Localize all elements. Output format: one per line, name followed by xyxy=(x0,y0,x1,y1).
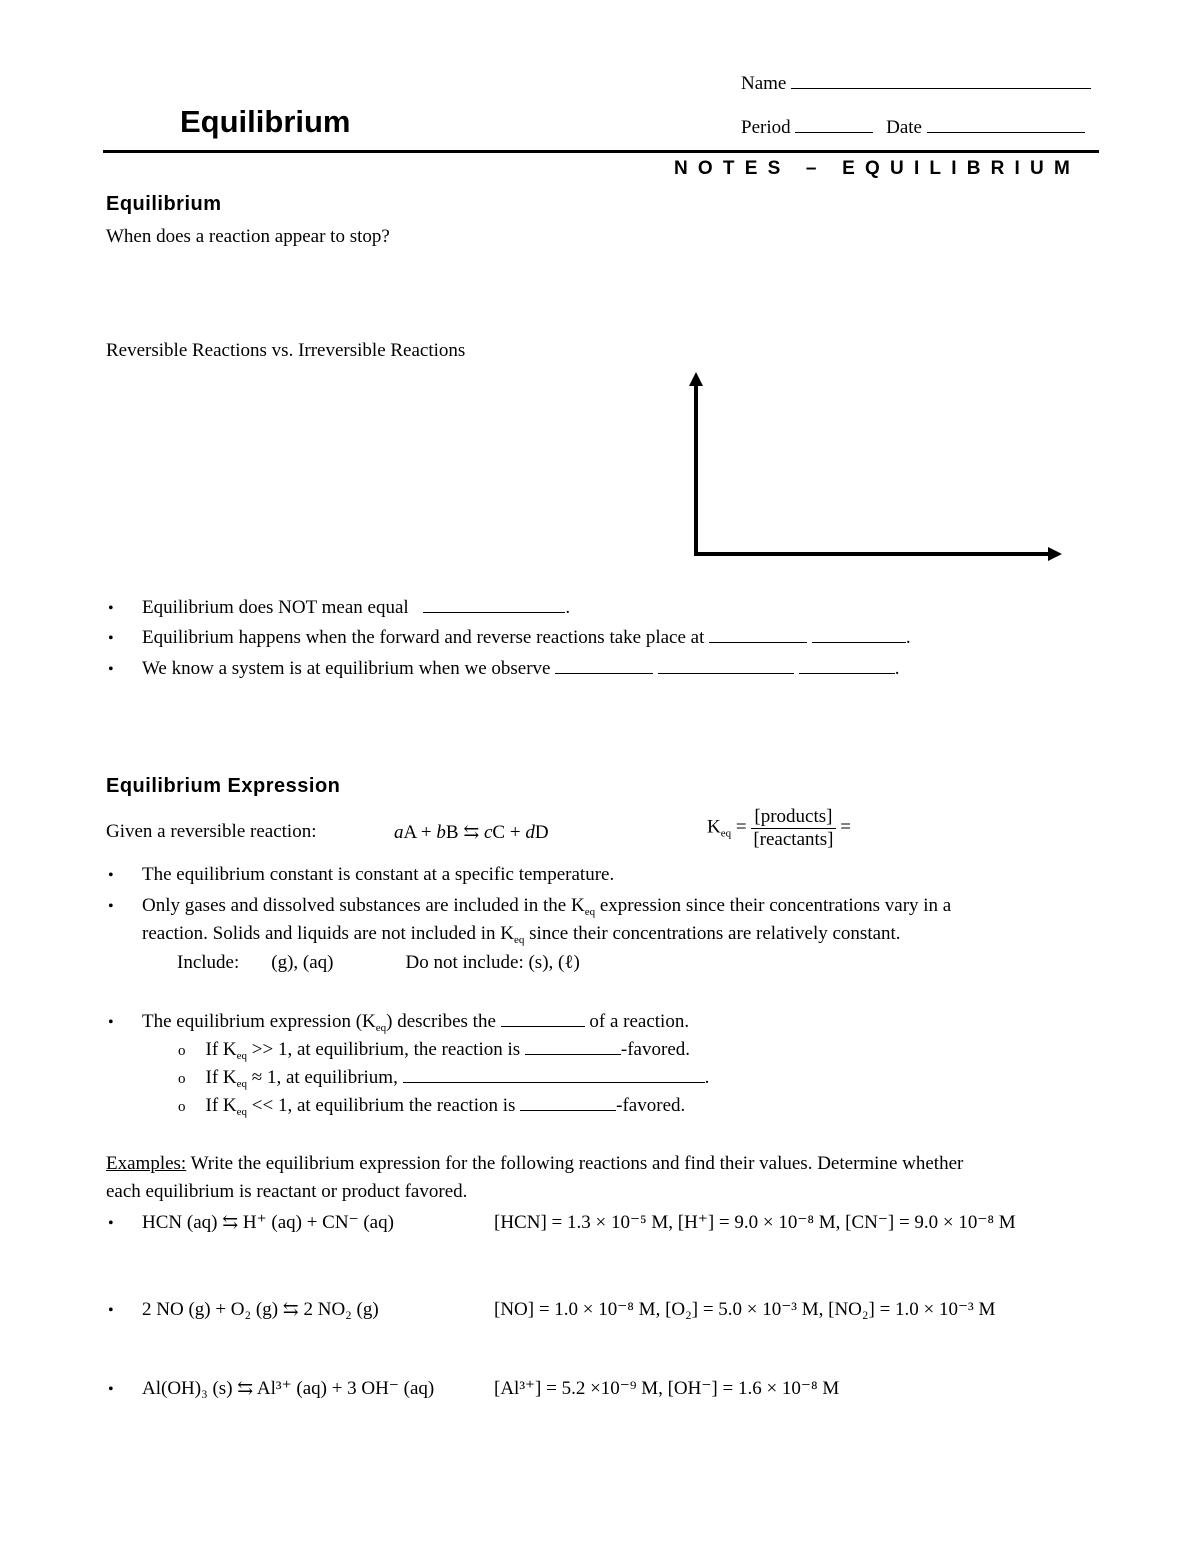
name-label: Name xyxy=(741,73,787,94)
example-item xyxy=(108,1377,434,1400)
list-item: • We know a system is at equilibrium when we observe . xyxy=(108,658,900,679)
example-item xyxy=(108,1211,394,1234)
answer-blank[interactable] xyxy=(658,659,794,674)
general-reaction: aA + bB ⇆ cC + dD xyxy=(394,822,549,843)
question-text: When does a reaction appear to stop? xyxy=(106,226,390,247)
blank-axes-icon xyxy=(680,368,1070,568)
list-item: • The equilibrium expression $(K_{eq})$ describes the of a reaction. xyxy=(108,1011,690,1034)
answer-blank[interactable] xyxy=(403,1068,705,1083)
header-rule xyxy=(103,150,1099,153)
period-blank[interactable] xyxy=(795,116,873,133)
example-item xyxy=(108,1298,379,1321)
example-reaction: Al(OH)₃ (s) ⇆ Al³⁺ (aq) + 3 OH⁻ (aq) xyxy=(142,1378,435,1399)
include-line: Include: (g), (aq) Do not include: (s), (ℓ) xyxy=(177,952,580,973)
bullet-icon: • xyxy=(108,1381,114,1398)
answer-blank[interactable] xyxy=(799,659,895,674)
list-item: • Only gases and dissolved substances are included in the $K_{eq}$ expression since their concentrations vary in a xyxy=(108,895,952,918)
examples-intro-line2: each equilibrium is reactant or product favored. xyxy=(106,1181,468,1202)
bullet-icon: • xyxy=(108,630,114,647)
example-reaction: HCN (aq) ⇆ H⁺ (aq) + CN⁻ (aq) xyxy=(142,1212,394,1233)
list-item: • The equilibrium constant is constant at a specific temperature. xyxy=(108,864,615,885)
example-values: [NO] = 1.0 × 10⁻⁸ M, [O₂] = 5.0 × 10⁻³ M, [NO₂] = 1.0 × 10⁻³ M xyxy=(494,1299,996,1320)
date-blank[interactable] xyxy=(927,116,1085,133)
answer-blank[interactable] xyxy=(501,1012,585,1027)
bullet-icon: • xyxy=(108,1302,114,1319)
examples-intro: Examples: Write the equilibrium expression for the following reactions and find their values. Determine whether xyxy=(106,1153,964,1174)
example-reaction: 2 NO (g) + O₂ (g) ⇆ 2 NO₂ (g) xyxy=(142,1299,379,1320)
y-axis-arrowhead xyxy=(689,372,703,386)
answer-blank[interactable] xyxy=(709,628,807,643)
keq-expression: $K_{eq}$ = $\frac{\text{[products]}}{\text{[reactants]}}$ = xyxy=(707,806,851,850)
section-heading-expression: Equilibrium Expression xyxy=(106,775,341,797)
answer-blank[interactable] xyxy=(423,598,565,613)
sub-list-item: o If $K_{eq} \approx 1$, at equilibrium, . xyxy=(178,1067,710,1090)
notes-banner: NOTES – EQUILIBRIUM xyxy=(674,158,1080,179)
examples-label: Examples: xyxy=(106,1153,187,1174)
x-axis-arrowhead xyxy=(1048,547,1062,561)
period-label: Period xyxy=(741,117,791,138)
list-item: • Equilibrium does NOT mean equal . xyxy=(108,597,571,618)
example-values: [HCN] = 1.3 × 10⁻⁵ M, [H⁺] = 9.0 × 10⁻⁸ M, [CN⁻] = 9.0 × 10⁻⁸ M xyxy=(494,1212,1016,1233)
bullet-icon: • xyxy=(108,1215,114,1232)
circle-marker-icon: o xyxy=(178,1071,186,1087)
page-title: Equilibrium xyxy=(180,104,351,139)
answer-blank[interactable] xyxy=(555,659,653,674)
example-values: [Al³⁺] = 5.2 ×10⁻⁹ M, [OH⁻] = 1.6 × 10⁻⁸ M xyxy=(494,1378,840,1399)
keq-fraction: $\frac{\text{[products]}}{\text{[reactants]}}$ xyxy=(753,806,834,850)
circle-marker-icon: o xyxy=(178,1043,186,1059)
bullet-icon: • xyxy=(108,661,114,678)
answer-blank[interactable] xyxy=(812,628,906,643)
period-date-fields xyxy=(741,116,1085,139)
reversible-text: Reversible Reactions vs. Irreversible Reactions xyxy=(106,340,466,361)
list-item: • Equilibrium happens when the forward and reverse reactions take place at . xyxy=(108,627,911,648)
date-label: Date xyxy=(886,117,922,138)
bullet-icon: • xyxy=(108,867,114,884)
answer-blank[interactable] xyxy=(525,1040,621,1055)
name-field[interactable] xyxy=(741,72,1091,95)
bullet-icon: • xyxy=(108,1014,114,1031)
answer-blank[interactable] xyxy=(520,1096,616,1111)
circle-marker-icon: o xyxy=(178,1099,186,1115)
given-label: Given a reversible reaction: xyxy=(106,821,317,842)
name-blank[interactable] xyxy=(791,72,1091,89)
section-heading-equilibrium: Equilibrium xyxy=(106,193,222,215)
bullet-icon: • xyxy=(108,600,114,617)
list-item-continuation: reaction. Solids and liquids are not included in $K_{eq}$ since their concentrations are relatively constant. xyxy=(142,923,901,946)
sub-list-item: o If $K_{eq} >> 1$, at equilibrium, the reaction is -favored. xyxy=(178,1039,691,1062)
sub-list-item: o If $K_{eq} << 1$, at equilibrium the reaction is -favored. xyxy=(178,1095,686,1118)
bullet-icon: • xyxy=(108,898,114,915)
